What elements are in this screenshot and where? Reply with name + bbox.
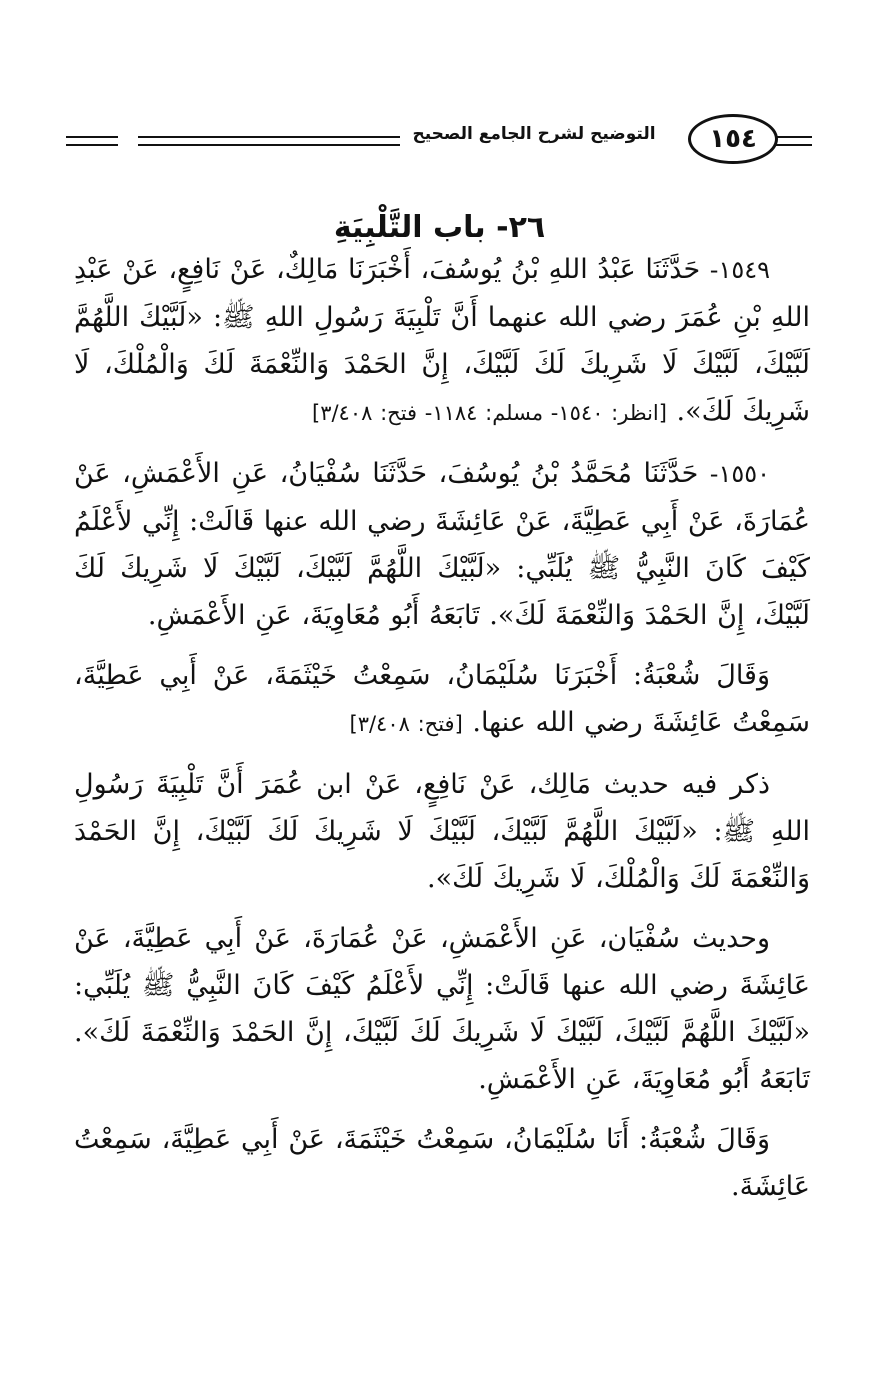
commentary-paragraph <box>74 1116 810 1210</box>
running-header <box>66 112 812 168</box>
hadith-1550 <box>74 450 810 639</box>
page-body <box>74 246 810 1210</box>
commentary-paragraph <box>74 915 810 1103</box>
commentary-paragraph <box>74 761 810 902</box>
hadith-1549 <box>74 246 810 437</box>
commentary-text: وحديث سُفْيَان، عَنِ الأَعْمَشِ، عَنْ عُمَارَةَ، عَنْ أَبِي عَطِيَّةَ، عَنْ عَائِشَةَ رضي الله عنها قَالَتْ: إِنِّي لأَعْلَمُ كَيْفَ كَانَ النَّبِيُّ ﷺ يُلَبِّي: «لَبَّيْكَ اللَّهُمَّ لَبَّيْكَ، لَبَّيْكَ لَا شَرِيكَ لَكَ لَبَّيْكَ، إِنَّ الحَمْدَ وَالنِّعْمَةَ لَكَ». تَابَعَهُ أَبُو مُعَاوِيَةَ، عَنِ الأَعْمَشِ. <box>74 923 810 1095</box>
header-rule-left <box>66 136 118 146</box>
hadith-text: حَدَّثَنَا مُحَمَّدُ بْنُ يُوسُفَ، حَدَّثَنَا سُفْيَانُ، عَنِ الأَعْمَشِ، عَنْ عُمَارَةَ، عَنْ أَبِي عَطِيَّةَ، عَنْ عَائِشَةَ رضي الله عنها قَالَتْ: إِنِّي لأَعْلَمُ كَيْفَ كَانَ النَّبِيُّ ﷺ يُلَبِّي: «لَبَّيْكَ اللَّهُمَّ لَبَّيْكَ، لَبَّيْكَ لَا شَرِيكَ لَكَ لَبَّيْكَ، إِنَّ الحَمْدَ وَالنِّعْمَةَ لَكَ». تَابَعَهُ أَبُو مُعَاوِيَةَ، عَنِ الأَعْمَشِ. <box>74 458 810 631</box>
narration-text: وَقَالَ شُعْبَةُ: أَخْبَرَنَا سُلَيْمَانُ، سَمِعْتُ خَيْثَمَةَ، عَنْ أَبِي عَطِيَّةَ، سَمِعْتُ عَائِشَةَ رضي الله عنها. <box>74 660 810 738</box>
hadith-number: ١٥٥٠- <box>709 460 770 488</box>
book-title: التوضيح لشرح الجامع الصحيح <box>412 124 656 144</box>
chapter-heading: ٢٦- باب التَّلْبِيَةِ <box>333 210 546 246</box>
commentary-text: ذكر فيه حديث مَالِك، عَنْ نَافِعٍ، عَنْ ابن عُمَرَ أَنَّ تَلْبِيَةَ رَسُولِ اللهِ ﷺ: «لَبَّيْكَ اللَّهُمَّ لَبَّيْكَ، لَبَّيْكَ لَا شَرِيكَ لَكَ لَبَّيْكَ، إِنَّ الحَمْدَ وَالنِّعْمَةَ لَكَ وَالْمُلْكَ، لَا شَرِيكَ لَكَ». <box>74 769 810 894</box>
hadith-text: حَدَّثَنَا عَبْدُ اللهِ بْنُ يُوسُفَ، أَخْبَرَنَا مَالِكٌ، عَنْ نَافِعٍ، عَنْ عَبْدِ اللهِ بْنِ عُمَرَ رضي الله عنهما أَنَّ تَلْبِيَةَ رَسُولِ اللهِ ﷺ: «لَبَّيْكَ اللَّهُمَّ لَبَّيْكَ، لَبَّيْكَ لَا شَرِيكَ لَكَ لَبَّيْكَ، إِنَّ الحَمْدَ وَالنِّعْمَةَ لَكَ وَالْمُلْكَ، لَا شَرِيكَ لَكَ». <box>74 254 810 427</box>
cross-reference: [فتح: ٣/٤٠٨] <box>349 712 463 736</box>
header-rule-right <box>776 136 812 146</box>
page-number: ١٥٤ <box>688 114 778 164</box>
cross-reference: [انظر: ١٥٤٠- مسلم: ١١٨٤- فتح: ٣/٤٠٨] <box>311 401 667 425</box>
commentary-text: وَقَالَ شُعْبَةُ: أَنَا سُلَيْمَانُ، سَمِعْتُ خَيْثَمَةَ، عَنْ أَبِي عَطِيَّةَ، سَمِعْتُ عَائِشَةَ. <box>74 1124 810 1202</box>
narration-shuba <box>74 652 810 748</box>
header-rule-middle <box>138 136 400 146</box>
hadith-number: ١٥٤٩- <box>709 256 770 284</box>
